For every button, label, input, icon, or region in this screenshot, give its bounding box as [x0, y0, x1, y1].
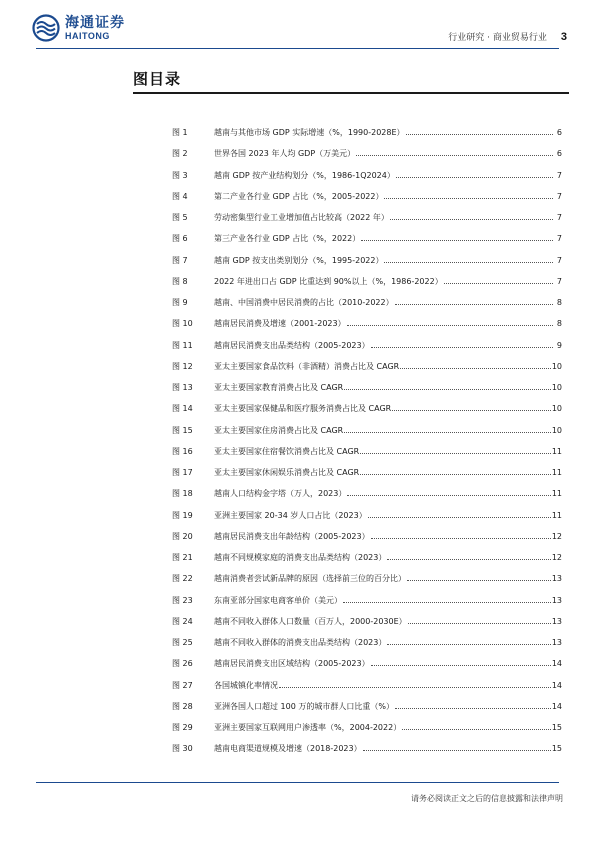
toc-dot-leader: [395, 708, 551, 709]
toc-figure-number: 图 9: [172, 298, 188, 308]
toc-entry[interactable]: [172, 207, 562, 228]
toc-entry[interactable]: [172, 653, 562, 674]
toc-figure-number: 图 17: [172, 468, 193, 478]
toc-page-number: 15: [551, 723, 562, 733]
toc-dot-leader: [360, 453, 551, 454]
toc-entry[interactable]: [172, 547, 562, 568]
toc-figure-title: 越南居民消费支出年龄结构（2005-2023）: [214, 531, 370, 541]
toc-dot-leader: [384, 198, 553, 199]
toc-dot-leader: [347, 495, 550, 496]
toc-entry[interactable]: [172, 271, 562, 292]
toc-figure-number: 图 15: [172, 425, 193, 435]
toc-entry[interactable]: [172, 398, 562, 419]
toc-figure-number: 图 22: [172, 574, 193, 584]
toc-figure-number: 图 12: [172, 361, 193, 371]
toc-dot-leader: [384, 262, 553, 263]
toc-page-number: 10: [551, 383, 562, 393]
toc-page-number: 13: [551, 595, 562, 605]
toc-figure-number: 图 28: [172, 701, 193, 711]
toc-figure-title: 越南 GDP 按产业结构划分（%，1986-1Q2024）: [214, 170, 395, 180]
figure-index-heading: [133, 68, 569, 92]
toc-figure-number: 图 27: [172, 680, 193, 690]
toc-page-number: 6: [556, 128, 562, 138]
toc-page-number: 8: [556, 298, 562, 308]
toc-figure-title: 越南与其他市场 GDP 实际增速（%，1990-2028E）: [214, 128, 405, 138]
page-header: [0, 0, 595, 60]
toc-entry[interactable]: [172, 377, 562, 398]
page-title: 图目录: [133, 70, 182, 88]
toc-dot-leader: [279, 687, 551, 688]
toc-dot-leader: [371, 347, 553, 348]
toc-figure-number: 图 2: [172, 149, 188, 159]
toc-entry[interactable]: [172, 568, 562, 589]
toc-figure-title: 越南消费者尝试新品牌的原因（选择前三位的百分比）: [214, 574, 406, 584]
toc-figure-title: 东南亚部分国家电商客单价（美元）: [214, 595, 342, 605]
toc-dot-leader: [361, 240, 553, 241]
toc-figure-number: 图 7: [172, 255, 188, 265]
toc-dot-leader: [408, 623, 551, 624]
toc-dot-leader: [387, 644, 550, 645]
toc-figure-title: 亚太主要国家保健品和医疗服务消费占比及 CAGR: [214, 404, 392, 414]
toc-page-number: 10: [551, 404, 562, 414]
toc-figure-title: 第三产业各行业 GDP 占比（%，2022）: [214, 234, 361, 244]
toc-page-number: 14: [551, 680, 562, 690]
toc-page-number: 7: [556, 191, 562, 201]
toc-figure-number: 图 25: [172, 638, 193, 648]
toc-entry[interactable]: [172, 228, 562, 249]
toc-figure-number: 图 20: [172, 531, 193, 541]
toc-entry[interactable]: [172, 165, 562, 186]
toc-page-number: 7: [556, 170, 562, 180]
toc-entry[interactable]: [172, 420, 562, 441]
toc-page-number: 10: [551, 425, 562, 435]
toc-figure-number: 图 5: [172, 213, 188, 223]
toc-dot-leader: [371, 538, 551, 539]
toc-figure-number: 图 3: [172, 170, 188, 180]
toc-figure-number: 图 26: [172, 659, 193, 669]
toc-dot-leader: [402, 729, 551, 730]
toc-dot-leader: [407, 580, 551, 581]
logo-english-name: HAITONG: [65, 30, 110, 41]
toc-figure-title: 越南 GDP 按支出类别划分（%，1995-2022）: [214, 255, 384, 265]
toc-figure-number: 图 8: [172, 276, 188, 286]
toc-figure-title: 第二产业各行业 GDP 占比（%，2005-2022）: [214, 191, 384, 201]
toc-figure-title: 越南居民消费支出区域结构（2005-2023）: [214, 659, 370, 669]
toc-entry[interactable]: [172, 483, 562, 504]
toc-figure-number: 图 10: [172, 319, 193, 329]
toc-entry[interactable]: [172, 717, 562, 738]
toc-page-number: 14: [551, 701, 562, 711]
toc-figure-title: 各国城镇化率情况: [214, 680, 278, 690]
toc-figure-title: 劳动密集型行业工业增加值占比较高（2022 年）: [214, 213, 389, 223]
toc-page-number: 7: [556, 276, 562, 286]
toc-page-number: 11: [551, 446, 562, 456]
toc-figure-title: 亚洲主要国家 20-34 岁人口占比（2023）: [214, 510, 367, 520]
toc-figure-title: 越南人口结构金字塔（万人，2023）: [214, 489, 347, 499]
toc-dot-leader: [387, 559, 550, 560]
toc-figure-title: 亚太主要国家休闲娱乐消费占比及 CAGR: [214, 468, 360, 478]
toc-entry[interactable]: [172, 696, 562, 717]
toc-figure-title: 越南居民消费支出品类结构（2005-2023）: [214, 340, 370, 350]
toc-figure-number: 图 1: [172, 128, 188, 138]
toc-page-number: 11: [551, 510, 562, 520]
toc-page-number: 15: [551, 744, 562, 754]
toc-figure-title: 越南居民消费及增速（2001-2023）: [214, 319, 346, 329]
toc-dot-leader: [371, 665, 551, 666]
toc-figure-title: 越南不同规模家庭的消费支出品类结构（2023）: [214, 553, 387, 563]
toc-figure-number: 图 23: [172, 595, 193, 605]
toc-dot-leader: [368, 517, 551, 518]
toc-dot-leader: [390, 219, 553, 220]
toc-entry[interactable]: [172, 356, 562, 377]
toc-figure-title: 2022 年进出口占 GDP 比重达到 90%以上（%，1986-2022）: [214, 276, 443, 286]
toc-figure-title: 亚太主要国家食品饮料（非酒精）消费占比及 CAGR: [214, 361, 400, 371]
toc-figure-number: 图 11: [172, 340, 193, 350]
toc-entry[interactable]: [172, 122, 562, 143]
toc-entry[interactable]: [172, 505, 562, 526]
toc-dot-leader: [444, 283, 553, 284]
toc-entry[interactable]: [172, 632, 562, 653]
toc-dot-leader: [395, 304, 553, 305]
toc-figure-number: 图 24: [172, 616, 193, 626]
toc-entry[interactable]: [172, 313, 562, 334]
toc-page-number: 8: [556, 319, 562, 329]
toc-entry[interactable]: [172, 186, 562, 207]
toc-figure-title: 越南电商渠道规模及增速（2018-2023）: [214, 744, 362, 754]
toc-page-number: 12: [551, 553, 562, 563]
toc-figure-title: 亚太主要国家教育消费占比及 CAGR: [214, 383, 344, 393]
toc-entry[interactable]: [172, 738, 562, 759]
toc-dot-leader: [356, 155, 553, 156]
toc-figure-title: 世界各国 2023 年人均 GDP（万美元）: [214, 149, 356, 159]
toc-dot-leader: [396, 177, 553, 178]
toc-figure-number: 图 16: [172, 446, 193, 456]
toc-entry[interactable]: [172, 292, 562, 313]
toc-dot-leader: [344, 432, 551, 433]
toc-figure-title: 越南不同收入群体人口数量（百万人，2000-2030E）: [214, 616, 407, 626]
footer-divider: [36, 782, 559, 783]
disclaimer-note: 请务必阅读正文之后的信息披露和法律声明: [411, 794, 563, 803]
toc-dot-leader: [343, 602, 551, 603]
figure-toc-list: [172, 122, 562, 760]
toc-page-number: 6: [556, 149, 562, 159]
toc-entry[interactable]: [172, 611, 562, 632]
toc-entry[interactable]: [172, 143, 562, 164]
toc-figure-title: 越南、中国消费中居民消费的占比（2010-2022）: [214, 298, 394, 308]
toc-figure-number: 图 13: [172, 383, 193, 393]
toc-page-number: 7: [556, 234, 562, 244]
toc-figure-number: 图 6: [172, 234, 188, 244]
toc-page-number: 13: [551, 616, 562, 626]
toc-entry[interactable]: [172, 462, 562, 483]
toc-dot-leader: [347, 325, 553, 326]
toc-figure-number: 图 30: [172, 744, 193, 754]
toc-page-number: 13: [551, 638, 562, 648]
toc-dot-leader: [344, 389, 551, 390]
toc-page-number: 12: [551, 531, 562, 541]
toc-entry[interactable]: [172, 590, 562, 611]
title-underline: [133, 92, 569, 94]
toc-entry[interactable]: [172, 441, 562, 462]
toc-dot-leader: [363, 750, 551, 751]
toc-figure-title: 越南不同收入群体的消费支出品类结构（2023）: [214, 638, 387, 648]
toc-dot-leader: [360, 474, 551, 475]
toc-figure-number: 图 4: [172, 191, 188, 201]
toc-entry[interactable]: [172, 335, 562, 356]
toc-page-number: 7: [556, 255, 562, 265]
toc-dot-leader: [406, 134, 553, 135]
toc-dot-leader: [392, 410, 551, 411]
toc-page-number: 7: [556, 213, 562, 223]
toc-figure-title: 亚洲各国人口超过 100 万的城市群人口比重（%）: [214, 701, 394, 711]
toc-figure-number: 图 18: [172, 489, 193, 499]
report-section-label: 行业研究 · 商业贸易行业: [448, 33, 547, 43]
toc-figure-number: 图 21: [172, 553, 193, 563]
toc-page-number: 11: [551, 468, 562, 478]
page-number: 3: [560, 31, 567, 43]
toc-entry[interactable]: [172, 526, 562, 547]
toc-figure-number: 图 19: [172, 510, 193, 520]
toc-page-number: 9: [556, 340, 562, 350]
logo-chinese-name: 海通证券: [65, 14, 125, 31]
toc-figure-title: 亚洲主要国家互联网用户渗透率（%，2004-2022）: [214, 723, 402, 733]
toc-entry[interactable]: [172, 675, 562, 696]
haitong-logo: [32, 14, 125, 42]
toc-figure-title: 亚太主要国家住房消费占比及 CAGR: [214, 425, 344, 435]
toc-page-number: 10: [551, 361, 562, 371]
toc-page-number: 11: [551, 489, 562, 499]
toc-figure-title: 亚太主要国家住宿餐饮消费占比及 CAGR: [214, 446, 360, 456]
header-divider: [36, 48, 559, 49]
haitong-logo-icon: [32, 14, 60, 42]
toc-figure-number: 图 29: [172, 723, 193, 733]
toc-page-number: 13: [551, 574, 562, 584]
toc-figure-number: 图 14: [172, 404, 193, 414]
toc-page-number: 14: [551, 659, 562, 669]
toc-dot-leader: [400, 368, 551, 369]
toc-entry[interactable]: [172, 250, 562, 271]
